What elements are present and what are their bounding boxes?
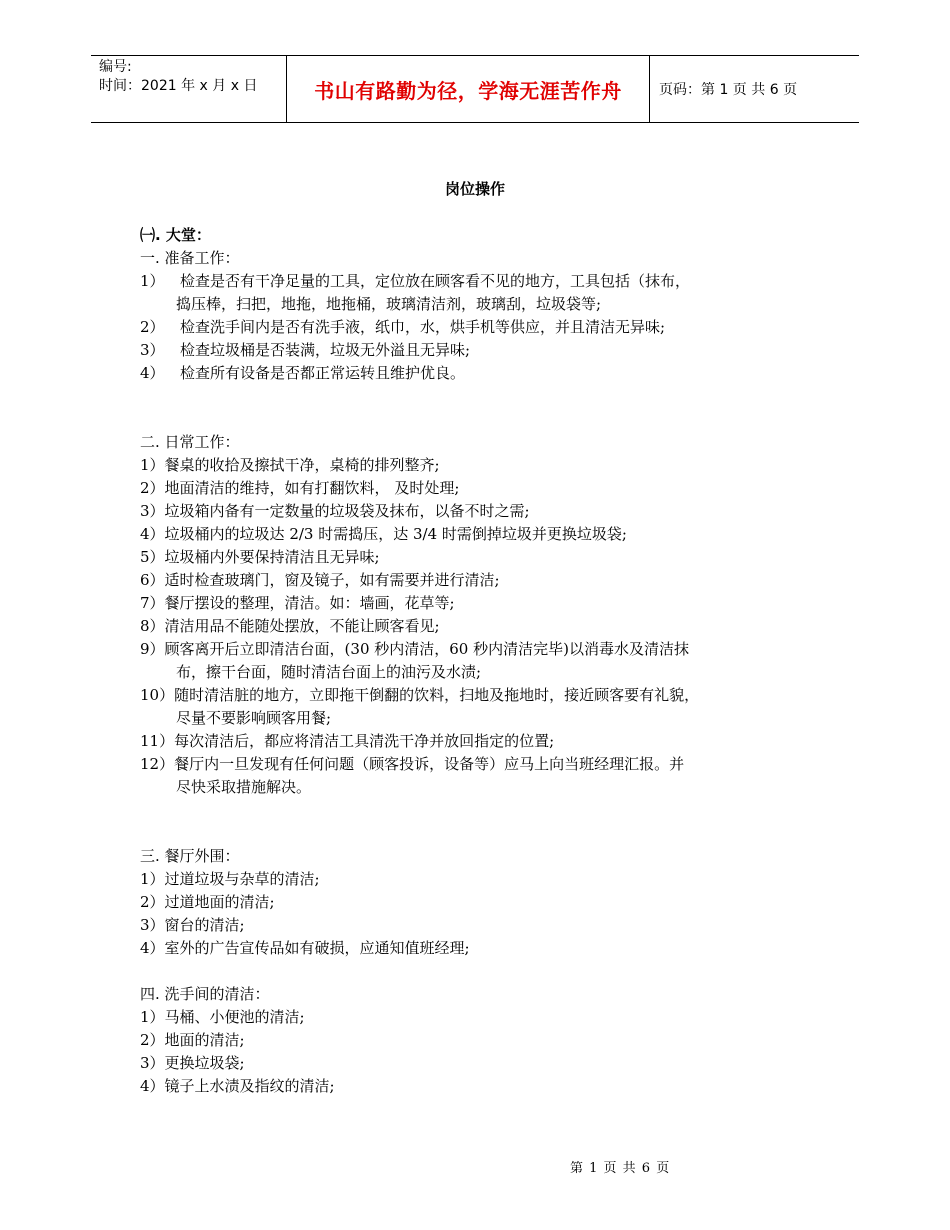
list-item-number: 1） — [140, 1008, 165, 1026]
list-item — [140, 546, 830, 569]
list-item-number: 6） — [140, 571, 165, 589]
list-item-text: 随时清洁脏的地方，立即拖干倒翻的饮料，扫地及拖地时，接近顾客要有礼貌， — [174, 686, 700, 704]
spacer — [140, 799, 830, 845]
list-item — [140, 1029, 830, 1052]
list-item-text: 室外的广告宣传品如有破损，应通知值班经理; — [164, 939, 470, 957]
list-item — [140, 592, 830, 615]
list-item-text: 镜子上水渍及指纹的清洁; — [164, 1077, 335, 1095]
list-item-text: 过道垃圾与杂草的清洁; — [164, 870, 320, 888]
list-item — [140, 523, 830, 546]
list-item-text: 马桶、小便池的清洁; — [164, 1008, 305, 1026]
list-item-number: 2） — [140, 479, 165, 497]
list-item-number: 2） — [140, 318, 165, 336]
list-item — [140, 914, 830, 937]
list-item-number: 2） — [140, 893, 165, 911]
list-item-text: 垃圾桶内外要保持清洁且无异味; — [164, 548, 380, 566]
list-item — [140, 316, 830, 339]
list-item-text: 清洁用品不能随处摆放，不能让顾客看见; — [164, 617, 440, 635]
list-item — [140, 500, 830, 523]
list-item-text: 地面清洁的维持，如有打翻饮料， 及时处理; — [164, 479, 460, 497]
list-item — [140, 868, 830, 891]
list-item-number: 10） — [140, 686, 175, 704]
list-item-text: 垃圾桶内的垃圾达 2/3 时需捣压，达 3/4 时需倒掉垃圾并更换垃圾袋; — [164, 525, 627, 543]
list-item-number: 7） — [140, 594, 165, 612]
spacer — [140, 960, 830, 983]
list-item-number: 8） — [140, 617, 165, 635]
list-item-number: 3） — [140, 916, 165, 934]
list-item-continuation: 尽快采取措施解决。 — [176, 778, 312, 796]
header-motto: 书山有路勤为径，学海无涯苦作舟 — [314, 78, 622, 103]
list-item — [140, 615, 830, 638]
list-item-number: 1） — [140, 456, 165, 474]
list-item-text: 餐厅内一旦发现有任何问题（顾客投诉，设备等）应马上向当班经理汇报。并 — [174, 755, 685, 773]
list-item-text: 每次清洁后，都应将清洁工具清洗干净并放回指定的位置; — [174, 732, 555, 750]
list-item-text: 检查垃圾桶是否装满，垃圾无外溢且无异味; — [180, 341, 471, 359]
section-main-heading: ㈠. 大堂： — [140, 226, 211, 244]
list-item — [140, 730, 830, 753]
spacer — [140, 385, 830, 431]
section-heading: 四. 洗手间的清洁： — [140, 985, 270, 1003]
list-item — [140, 684, 830, 707]
page-footer: 第 1 页 共 6 页 — [570, 1161, 671, 1176]
list-item-number: 4） — [140, 1077, 165, 1095]
section-heading: 二. 日常工作： — [140, 433, 240, 451]
list-item — [140, 1006, 830, 1029]
header-page-info: 页码：第 1 页 共 6 页 — [659, 82, 798, 98]
list-item-text: 过道地面的清洁; — [164, 893, 275, 911]
list-item — [140, 454, 830, 477]
list-item-continuation: 布，擦干台面，随时清洁台面上的油污及水渍; — [176, 663, 482, 681]
list-item-continuation: 尽量不要影响顾客用餐; — [176, 709, 332, 727]
list-item-number: 9） — [140, 640, 165, 658]
list-item — [140, 891, 830, 914]
list-item-number: 4） — [140, 364, 165, 382]
list-item-text: 更换垃圾袋; — [164, 1054, 245, 1072]
section-heading: 一. 准备工作： — [140, 249, 240, 267]
list-item-number: 4） — [140, 525, 165, 543]
document-body — [140, 224, 830, 1098]
list-item-number: 4） — [140, 939, 165, 957]
list-item — [140, 1075, 830, 1098]
list-item — [140, 753, 830, 776]
list-item — [140, 339, 830, 362]
list-item-number: 5） — [140, 548, 165, 566]
list-item-text: 餐厅摆设的整理，清洁。如：墙画，花草等; — [164, 594, 455, 612]
list-item-continuation: 捣压棒，扫把，地拖，地拖桶，玻璃清洁剂，玻璃刮，垃圾袋等; — [176, 295, 602, 313]
list-item-text: 检查洗手间内是否有洗手液，纸巾，水，烘手机等供应，并且清洁无异味; — [180, 318, 666, 336]
page-title: 岗位操作 — [444, 180, 505, 198]
list-item — [140, 1052, 830, 1075]
list-item-text: 餐桌的收拾及擦拭干净，桌椅的排列整齐; — [164, 456, 440, 474]
list-item-number: 12） — [140, 755, 175, 773]
list-item — [140, 569, 830, 592]
list-item-text: 顾客离开后立即清洁台面，(30 秒内清洁，60 秒内清洁完毕)以消毒水及清洁抹 — [164, 640, 689, 658]
list-item-text: 适时检查玻璃门，窗及镜子，如有需要并进行清洁; — [164, 571, 500, 589]
list-item-number: 3） — [140, 341, 165, 359]
list-item-number: 3） — [140, 1054, 165, 1072]
list-item — [140, 937, 830, 960]
list-item — [140, 638, 830, 661]
list-item-number: 3） — [140, 502, 165, 520]
document-number-label: 编号: — [99, 59, 132, 75]
list-item-number: 1） — [140, 870, 165, 888]
list-item — [140, 477, 830, 500]
list-item — [140, 270, 830, 293]
list-item-text: 检查是否有干净足量的工具，定位放在顾客看不见的地方，工具包括（抹布， — [180, 272, 691, 290]
header-meta — [99, 58, 257, 96]
document-time: 时间：2021 年 x 月 x 日 — [99, 78, 258, 94]
list-item-number: 2） — [140, 1031, 165, 1049]
section-heading: 三. 餐厅外围： — [140, 847, 240, 865]
header-divider — [649, 56, 650, 122]
list-item-text: 垃圾箱内备有一定数量的垃圾袋及抹布，以备不时之需; — [164, 502, 530, 520]
list-item — [140, 362, 830, 385]
page-header — [91, 55, 859, 123]
list-item-text: 地面的清洁; — [164, 1031, 245, 1049]
list-item-text: 窗台的清洁; — [164, 916, 245, 934]
list-item-number: 11） — [140, 732, 175, 750]
list-item-number: 1） — [140, 272, 165, 290]
list-item-text: 检查所有设备是否都正常运转且维护优良。 — [180, 364, 466, 382]
